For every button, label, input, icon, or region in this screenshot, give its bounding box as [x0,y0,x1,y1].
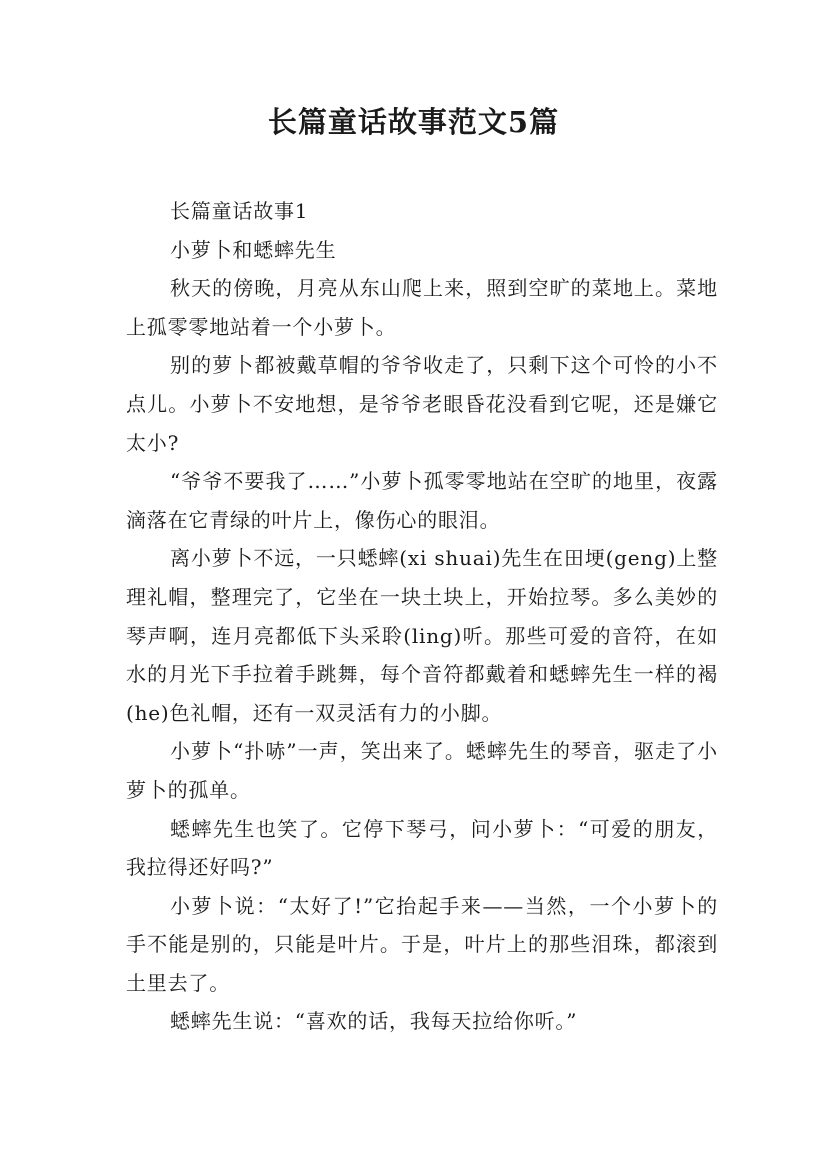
paragraph: 蟋蟀先生说：“喜欢的话，我每天拉给你听。” [170,1009,578,1034]
paragraph: 小萝卜“扑哧”一声，笑出来了。蟋蟀先生的琴音，驱走了小萝卜的孤单。 [126,739,718,802]
paragraph: 蟋蟀先生也笑了。它停下琴弓，问小萝卜：“可爱的朋友，我拉得还好吗?” [126,816,718,880]
paragraph: 离小萝卜不远，一只蟋蟀(xi shuai)先生在田埂(geng)上整理礼帽，整理完了，它坐在一块土块上，开始拉琴。多么美妙的琴声啊，连月亮都低下头采聆(ling)听。那些可爱的音符，在如水的月光下手拉着手跳舞，每个音符都戴着和蟋蟀先生一样的褐(he)色礼帽，还有一双灵活有力的小脚。 [126,546,718,725]
paragraph: 别的萝卜都被戴草帽的爷爷收走了，只剩下这个可怜的小不点儿。小萝卜不安地想，是爷爷老眼昏花没看到它呢，还是嫌它太小? [126,353,718,455]
paragraph-story-title: 小萝卜和蟋蟀先生 [170,237,337,262]
paragraph: 秋天的傍晚，月亮从东山爬上来，照到空旷的菜地上。菜地上孤零零地站着一个小萝卜。 [126,276,718,339]
paragraph: 小萝卜说：“太好了!”它抬起手来——当然，一个小萝卜的手不能是别的，只能是叶片。于是，叶片上的那些泪珠，都滚到土里去了。 [126,893,718,995]
paragraph-story-heading: 长篇童话故事1 [170,199,309,223]
document-title: 长篇童话故事范文5篇 [267,105,560,139]
paragraph: “爷爷不要我了……”小萝卜孤零零地站在空旷的地里，夜露滴落在它青绿的叶片上，像伤心的眼泪。 [126,469,718,532]
document-body [126,192,718,1041]
